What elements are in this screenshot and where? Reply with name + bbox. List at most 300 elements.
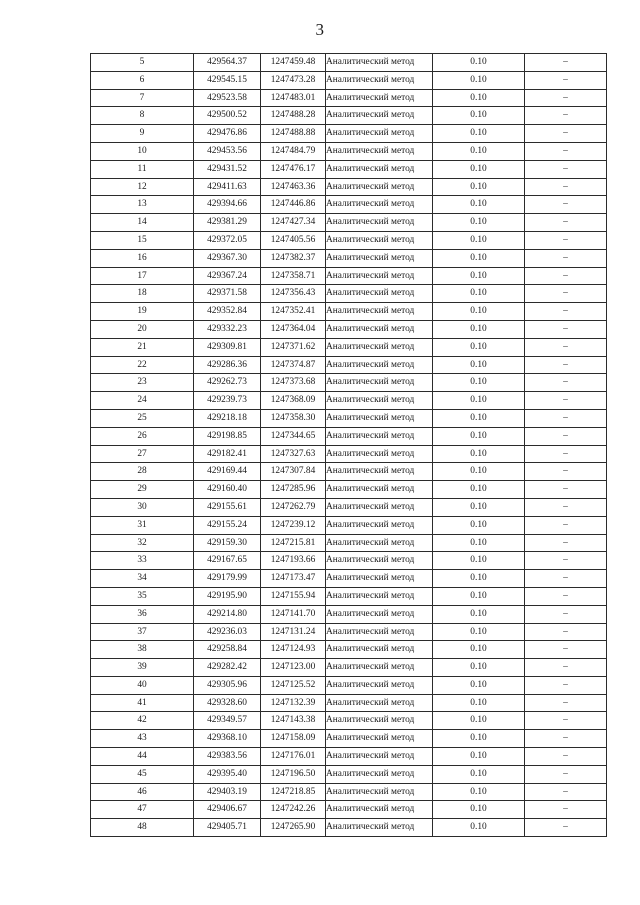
x-coordinate-cell: 429179.99: [194, 570, 261, 588]
y-coordinate-cell: 1247307.84: [261, 463, 326, 481]
point-number-cell: 18: [91, 285, 194, 303]
accuracy-cell: 0.10: [433, 748, 525, 766]
method-cell: Аналитический метод: [326, 570, 433, 588]
x-coordinate-cell: 429167.65: [194, 552, 261, 570]
note-cell: –: [525, 178, 607, 196]
y-coordinate-cell: 1247196.50: [261, 765, 326, 783]
note-cell: –: [525, 819, 607, 837]
note-cell: –: [525, 374, 607, 392]
method-cell: Аналитический метод: [326, 303, 433, 321]
table-row: [91, 196, 607, 214]
method-cell: Аналитический метод: [326, 320, 433, 338]
accuracy-cell: 0.10: [433, 605, 525, 623]
accuracy-cell: 0.10: [433, 374, 525, 392]
method-cell: Аналитический метод: [326, 605, 433, 623]
point-number-cell: 24: [91, 392, 194, 410]
point-number-cell: 19: [91, 303, 194, 321]
table-row: [91, 374, 607, 392]
accuracy-cell: 0.10: [433, 552, 525, 570]
point-number-cell: 11: [91, 160, 194, 178]
accuracy-cell: 0.10: [433, 54, 525, 72]
point-number-cell: 14: [91, 214, 194, 232]
y-coordinate-cell: 1247242.26: [261, 801, 326, 819]
point-number-cell: 7: [91, 89, 194, 107]
accuracy-cell: 0.10: [433, 409, 525, 427]
y-coordinate-cell: 1247218.85: [261, 783, 326, 801]
table-row: [91, 552, 607, 570]
table-row: [91, 730, 607, 748]
table-row: [91, 587, 607, 605]
x-coordinate-cell: 429405.71: [194, 819, 261, 837]
table-row: [91, 71, 607, 89]
point-number-cell: 28: [91, 463, 194, 481]
accuracy-cell: 0.10: [433, 659, 525, 677]
method-cell: Аналитический метод: [326, 285, 433, 303]
method-cell: Аналитический метод: [326, 89, 433, 107]
y-coordinate-cell: 1247327.63: [261, 445, 326, 463]
x-coordinate-cell: 429476.86: [194, 125, 261, 143]
point-number-cell: 15: [91, 231, 194, 249]
point-number-cell: 34: [91, 570, 194, 588]
note-cell: –: [525, 605, 607, 623]
table-row: [91, 338, 607, 356]
table-row: [91, 783, 607, 801]
point-number-cell: 8: [91, 107, 194, 125]
table-row: [91, 214, 607, 232]
point-number-cell: 40: [91, 676, 194, 694]
note-cell: –: [525, 231, 607, 249]
accuracy-cell: 0.10: [433, 534, 525, 552]
x-coordinate-cell: 429239.73: [194, 392, 261, 410]
y-coordinate-cell: 1247476.17: [261, 160, 326, 178]
y-coordinate-cell: 1247373.68: [261, 374, 326, 392]
table-row: [91, 765, 607, 783]
method-cell: Аналитический метод: [326, 516, 433, 534]
y-coordinate-cell: 1247473.28: [261, 71, 326, 89]
note-cell: –: [525, 89, 607, 107]
y-coordinate-cell: 1247158.09: [261, 730, 326, 748]
method-cell: Аналитический метод: [326, 587, 433, 605]
y-coordinate-cell: 1247488.28: [261, 107, 326, 125]
y-coordinate-cell: 1247484.79: [261, 142, 326, 160]
y-coordinate-cell: 1247368.09: [261, 392, 326, 410]
point-number-cell: 41: [91, 694, 194, 712]
table-row: [91, 534, 607, 552]
point-number-cell: 36: [91, 605, 194, 623]
x-coordinate-cell: 429564.37: [194, 54, 261, 72]
table-row: [91, 570, 607, 588]
x-coordinate-cell: 429383.56: [194, 748, 261, 766]
x-coordinate-cell: 429282.42: [194, 659, 261, 677]
note-cell: –: [525, 659, 607, 677]
method-cell: Аналитический метод: [326, 748, 433, 766]
note-cell: –: [525, 71, 607, 89]
accuracy-cell: 0.10: [433, 641, 525, 659]
accuracy-cell: 0.10: [433, 694, 525, 712]
point-number-cell: 32: [91, 534, 194, 552]
table-row: [91, 659, 607, 677]
x-coordinate-cell: 429258.84: [194, 641, 261, 659]
method-cell: Аналитический метод: [326, 71, 433, 89]
y-coordinate-cell: 1247352.41: [261, 303, 326, 321]
note-cell: –: [525, 427, 607, 445]
method-cell: Аналитический метод: [326, 125, 433, 143]
method-cell: Аналитический метод: [326, 178, 433, 196]
x-coordinate-cell: 429431.52: [194, 160, 261, 178]
accuracy-cell: 0.10: [433, 570, 525, 588]
accuracy-cell: 0.10: [433, 392, 525, 410]
table-row: [91, 801, 607, 819]
note-cell: –: [525, 160, 607, 178]
note-cell: –: [525, 267, 607, 285]
method-cell: Аналитический метод: [326, 445, 433, 463]
method-cell: Аналитический метод: [326, 819, 433, 837]
accuracy-cell: 0.10: [433, 427, 525, 445]
note-cell: –: [525, 196, 607, 214]
note-cell: –: [525, 534, 607, 552]
point-number-cell: 23: [91, 374, 194, 392]
method-cell: Аналитический метод: [326, 481, 433, 499]
accuracy-cell: 0.10: [433, 481, 525, 499]
accuracy-cell: 0.10: [433, 676, 525, 694]
x-coordinate-cell: 429368.10: [194, 730, 261, 748]
table-row: [91, 819, 607, 837]
y-coordinate-cell: 1247446.86: [261, 196, 326, 214]
x-coordinate-cell: 429453.56: [194, 142, 261, 160]
x-coordinate-cell: 429309.81: [194, 338, 261, 356]
accuracy-cell: 0.10: [433, 178, 525, 196]
accuracy-cell: 0.10: [433, 231, 525, 249]
x-coordinate-cell: 429371.58: [194, 285, 261, 303]
note-cell: –: [525, 445, 607, 463]
point-number-cell: 6: [91, 71, 194, 89]
method-cell: Аналитический метод: [326, 356, 433, 374]
note-cell: –: [525, 623, 607, 641]
y-coordinate-cell: 1247141.70: [261, 605, 326, 623]
accuracy-cell: 0.10: [433, 142, 525, 160]
x-coordinate-cell: 429500.52: [194, 107, 261, 125]
y-coordinate-cell: 1247374.87: [261, 356, 326, 374]
table-row: [91, 249, 607, 267]
table-row: [91, 748, 607, 766]
note-cell: –: [525, 570, 607, 588]
point-number-cell: 47: [91, 801, 194, 819]
table-row: [91, 267, 607, 285]
y-coordinate-cell: 1247176.01: [261, 748, 326, 766]
note-cell: –: [525, 552, 607, 570]
note-cell: –: [525, 303, 607, 321]
point-number-cell: 39: [91, 659, 194, 677]
accuracy-cell: 0.10: [433, 587, 525, 605]
table-row: [91, 392, 607, 410]
method-cell: Аналитический метод: [326, 552, 433, 570]
note-cell: –: [525, 463, 607, 481]
point-number-cell: 5: [91, 54, 194, 72]
point-number-cell: 25: [91, 409, 194, 427]
accuracy-cell: 0.10: [433, 445, 525, 463]
note-cell: –: [525, 320, 607, 338]
note-cell: –: [525, 641, 607, 659]
note-cell: –: [525, 356, 607, 374]
x-coordinate-cell: 429349.57: [194, 712, 261, 730]
y-coordinate-cell: 1247143.38: [261, 712, 326, 730]
note-cell: –: [525, 481, 607, 499]
accuracy-cell: 0.10: [433, 463, 525, 481]
y-coordinate-cell: 1247358.30: [261, 409, 326, 427]
point-number-cell: 17: [91, 267, 194, 285]
point-number-cell: 26: [91, 427, 194, 445]
table-row: [91, 498, 607, 516]
y-coordinate-cell: 1247124.93: [261, 641, 326, 659]
table-row: [91, 160, 607, 178]
method-cell: Аналитический метод: [326, 214, 433, 232]
accuracy-cell: 0.10: [433, 125, 525, 143]
accuracy-cell: 0.10: [433, 783, 525, 801]
table-row: [91, 231, 607, 249]
point-number-cell: 38: [91, 641, 194, 659]
point-number-cell: 9: [91, 125, 194, 143]
point-number-cell: 21: [91, 338, 194, 356]
note-cell: –: [525, 392, 607, 410]
point-number-cell: 10: [91, 142, 194, 160]
y-coordinate-cell: 1247131.24: [261, 623, 326, 641]
table-row: [91, 178, 607, 196]
point-number-cell: 22: [91, 356, 194, 374]
method-cell: Аналитический метод: [326, 374, 433, 392]
table-row: [91, 694, 607, 712]
y-coordinate-cell: 1247125.52: [261, 676, 326, 694]
point-number-cell: 33: [91, 552, 194, 570]
accuracy-cell: 0.10: [433, 303, 525, 321]
y-coordinate-cell: 1247262.79: [261, 498, 326, 516]
table-row: [91, 463, 607, 481]
x-coordinate-cell: 429182.41: [194, 445, 261, 463]
x-coordinate-cell: 429411.63: [194, 178, 261, 196]
note-cell: –: [525, 142, 607, 160]
table-row: [91, 445, 607, 463]
accuracy-cell: 0.10: [433, 498, 525, 516]
y-coordinate-cell: 1247427.34: [261, 214, 326, 232]
point-number-cell: 12: [91, 178, 194, 196]
note-cell: –: [525, 748, 607, 766]
accuracy-cell: 0.10: [433, 712, 525, 730]
x-coordinate-cell: 429305.96: [194, 676, 261, 694]
point-number-cell: 13: [91, 196, 194, 214]
method-cell: Аналитический метод: [326, 267, 433, 285]
method-cell: Аналитический метод: [326, 54, 433, 72]
x-coordinate-cell: 429169.44: [194, 463, 261, 481]
x-coordinate-cell: 429545.15: [194, 71, 261, 89]
table-row: [91, 285, 607, 303]
y-coordinate-cell: 1247215.81: [261, 534, 326, 552]
y-coordinate-cell: 1247483.01: [261, 89, 326, 107]
y-coordinate-cell: 1247488.88: [261, 125, 326, 143]
accuracy-cell: 0.10: [433, 516, 525, 534]
y-coordinate-cell: 1247344.65: [261, 427, 326, 445]
accuracy-cell: 0.10: [433, 285, 525, 303]
accuracy-cell: 0.10: [433, 160, 525, 178]
y-coordinate-cell: 1247239.12: [261, 516, 326, 534]
x-coordinate-cell: 429262.73: [194, 374, 261, 392]
y-coordinate-cell: 1247364.04: [261, 320, 326, 338]
method-cell: Аналитический метод: [326, 694, 433, 712]
method-cell: Аналитический метод: [326, 730, 433, 748]
note-cell: –: [525, 516, 607, 534]
point-number-cell: 30: [91, 498, 194, 516]
accuracy-cell: 0.10: [433, 623, 525, 641]
table-row: [91, 641, 607, 659]
note-cell: –: [525, 249, 607, 267]
y-coordinate-cell: 1247463.36: [261, 178, 326, 196]
method-cell: Аналитический метод: [326, 801, 433, 819]
note-cell: –: [525, 338, 607, 356]
accuracy-cell: 0.10: [433, 214, 525, 232]
x-coordinate-cell: 429236.03: [194, 623, 261, 641]
note-cell: –: [525, 107, 607, 125]
method-cell: Аналитический метод: [326, 712, 433, 730]
method-cell: Аналитический метод: [326, 498, 433, 516]
table-row: [91, 712, 607, 730]
note-cell: –: [525, 676, 607, 694]
note-cell: –: [525, 409, 607, 427]
x-coordinate-cell: 429214.80: [194, 605, 261, 623]
y-coordinate-cell: 1247459.48: [261, 54, 326, 72]
method-cell: Аналитический метод: [326, 783, 433, 801]
table-row: [91, 516, 607, 534]
y-coordinate-cell: 1247123.00: [261, 659, 326, 677]
y-coordinate-cell: 1247371.62: [261, 338, 326, 356]
note-cell: –: [525, 587, 607, 605]
point-number-cell: 29: [91, 481, 194, 499]
y-coordinate-cell: 1247358.71: [261, 267, 326, 285]
accuracy-cell: 0.10: [433, 765, 525, 783]
accuracy-cell: 0.10: [433, 267, 525, 285]
x-coordinate-cell: 429198.85: [194, 427, 261, 445]
table-row: [91, 125, 607, 143]
note-cell: –: [525, 54, 607, 72]
point-number-cell: 27: [91, 445, 194, 463]
note-cell: –: [525, 498, 607, 516]
method-cell: Аналитический метод: [326, 659, 433, 677]
x-coordinate-cell: 429286.36: [194, 356, 261, 374]
note-cell: –: [525, 730, 607, 748]
method-cell: Аналитический метод: [326, 142, 433, 160]
y-coordinate-cell: 1247285.96: [261, 481, 326, 499]
coordinates-table: [90, 53, 607, 837]
x-coordinate-cell: 429195.90: [194, 587, 261, 605]
x-coordinate-cell: 429155.61: [194, 498, 261, 516]
method-cell: Аналитический метод: [326, 641, 433, 659]
table-row: [91, 303, 607, 321]
x-coordinate-cell: 429372.05: [194, 231, 261, 249]
method-cell: Аналитический метод: [326, 623, 433, 641]
x-coordinate-cell: 429523.58: [194, 89, 261, 107]
accuracy-cell: 0.10: [433, 196, 525, 214]
method-cell: Аналитический метод: [326, 107, 433, 125]
table-row: [91, 107, 607, 125]
table-row: [91, 320, 607, 338]
note-cell: –: [525, 783, 607, 801]
table-row: [91, 605, 607, 623]
x-coordinate-cell: 429394.66: [194, 196, 261, 214]
y-coordinate-cell: 1247193.66: [261, 552, 326, 570]
page-number: 3: [315, 20, 325, 39]
method-cell: Аналитический метод: [326, 231, 433, 249]
x-coordinate-cell: 429352.84: [194, 303, 261, 321]
y-coordinate-cell: 1247173.47: [261, 570, 326, 588]
method-cell: Аналитический метод: [326, 463, 433, 481]
x-coordinate-cell: 429155.24: [194, 516, 261, 534]
accuracy-cell: 0.10: [433, 356, 525, 374]
method-cell: Аналитический метод: [326, 196, 433, 214]
accuracy-cell: 0.10: [433, 107, 525, 125]
x-coordinate-cell: 429160.40: [194, 481, 261, 499]
y-coordinate-cell: 1247405.56: [261, 231, 326, 249]
x-coordinate-cell: 429403.19: [194, 783, 261, 801]
point-number-cell: 48: [91, 819, 194, 837]
y-coordinate-cell: 1247356.43: [261, 285, 326, 303]
point-number-cell: 46: [91, 783, 194, 801]
method-cell: Аналитический метод: [326, 338, 433, 356]
y-coordinate-cell: 1247155.94: [261, 587, 326, 605]
method-cell: Аналитический метод: [326, 160, 433, 178]
table-body: [91, 54, 607, 837]
accuracy-cell: 0.10: [433, 249, 525, 267]
point-number-cell: 44: [91, 748, 194, 766]
method-cell: Аналитический метод: [326, 427, 433, 445]
x-coordinate-cell: 429381.29: [194, 214, 261, 232]
x-coordinate-cell: 429332.23: [194, 320, 261, 338]
point-number-cell: 20: [91, 320, 194, 338]
table-row: [91, 54, 607, 72]
table-row: [91, 356, 607, 374]
x-coordinate-cell: 429367.30: [194, 249, 261, 267]
y-coordinate-cell: 1247265.90: [261, 819, 326, 837]
x-coordinate-cell: 429328.60: [194, 694, 261, 712]
y-coordinate-cell: 1247132.39: [261, 694, 326, 712]
note-cell: –: [525, 765, 607, 783]
method-cell: Аналитический метод: [326, 392, 433, 410]
accuracy-cell: 0.10: [433, 801, 525, 819]
point-number-cell: 43: [91, 730, 194, 748]
table-row: [91, 89, 607, 107]
y-coordinate-cell: 1247382.37: [261, 249, 326, 267]
point-number-cell: 37: [91, 623, 194, 641]
method-cell: Аналитический метод: [326, 534, 433, 552]
x-coordinate-cell: 429218.18: [194, 409, 261, 427]
method-cell: Аналитический метод: [326, 409, 433, 427]
table-row: [91, 427, 607, 445]
point-number-cell: 42: [91, 712, 194, 730]
note-cell: –: [525, 214, 607, 232]
table-row: [91, 676, 607, 694]
accuracy-cell: 0.10: [433, 320, 525, 338]
point-number-cell: 31: [91, 516, 194, 534]
note-cell: –: [525, 285, 607, 303]
point-number-cell: 35: [91, 587, 194, 605]
note-cell: –: [525, 712, 607, 730]
method-cell: Аналитический метод: [326, 249, 433, 267]
method-cell: Аналитический метод: [326, 765, 433, 783]
x-coordinate-cell: 429367.24: [194, 267, 261, 285]
note-cell: –: [525, 801, 607, 819]
method-cell: Аналитический метод: [326, 676, 433, 694]
table-row: [91, 409, 607, 427]
accuracy-cell: 0.10: [433, 71, 525, 89]
x-coordinate-cell: 429159.30: [194, 534, 261, 552]
x-coordinate-cell: 429406.67: [194, 801, 261, 819]
table-row: [91, 481, 607, 499]
